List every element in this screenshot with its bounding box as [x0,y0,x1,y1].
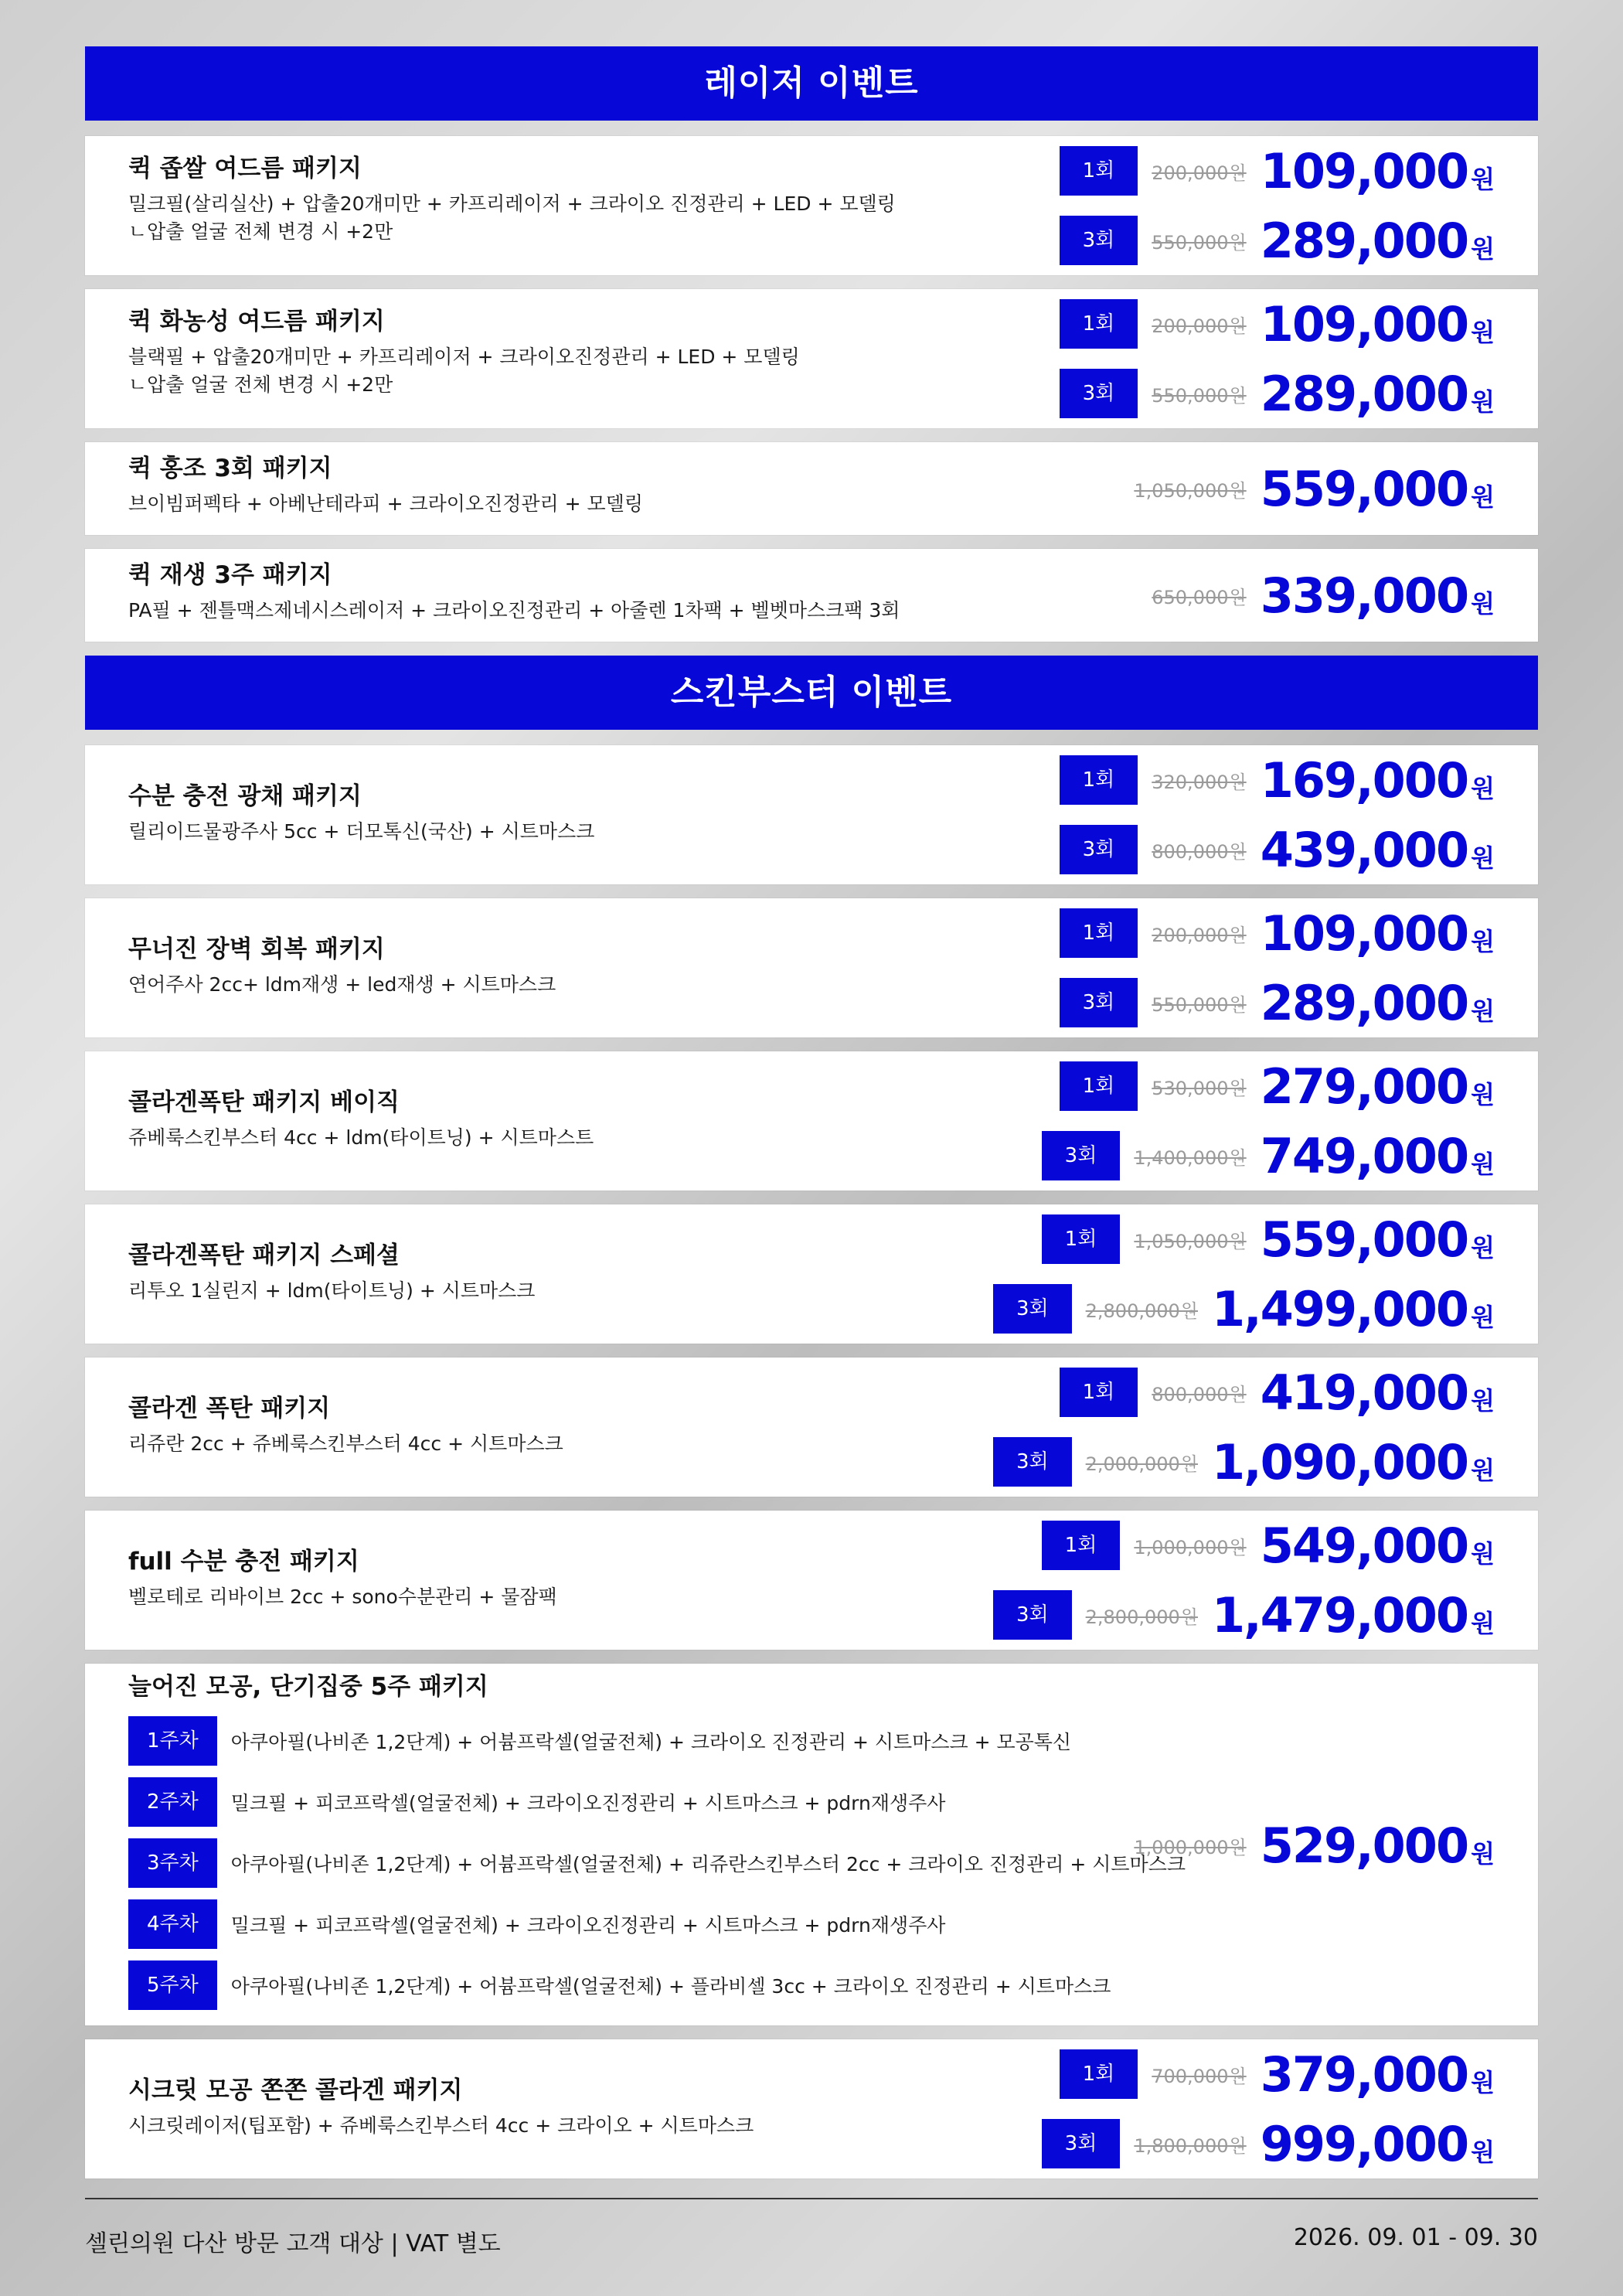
session-badge: 3회 [1060,216,1138,265]
sale-price: 439,000 [1260,821,1468,878]
package-note: ㄴ압출 얼굴 전체 변경 시 +2만 [128,220,393,243]
original-price: 1,050,000원 [1134,1230,1247,1252]
weekly-package-card [85,1664,1538,2025]
sale-price: 1,090,000 [1211,1433,1468,1490]
package-card [85,745,1538,884]
price-row [993,1435,1495,1489]
original-price: 550,000원 [1152,993,1247,1016]
currency-unit: 원 [1471,1302,1495,1332]
session-badge: 3회 [993,1284,1072,1334]
original-price: 550,000원 [1152,231,1247,254]
currency-unit: 원 [1471,482,1495,512]
event-period: 2026. 09. 01 - 09. 30 [1293,2224,1538,2251]
week-badge: 5주차 [128,1960,217,2010]
week-row [128,1899,1105,1949]
package-note: ㄴ압출 얼굴 전체 변경 시 +2만 [128,373,393,396]
package-card [85,2039,1538,2178]
session-badge: 3회 [1042,2119,1121,2168]
package-card [85,442,1538,535]
original-price: 650,000원 [1152,586,1247,608]
package-desc: 블랙필 + 압출20개미만 + 카프리레이저 + 크라이오진정관리 + LED + 모델링 [128,346,800,368]
price-row [1134,1818,1495,1872]
week-row [128,1777,1105,1827]
package-card [85,549,1538,642]
session-badge: 3회 [1042,1131,1121,1180]
price-row [1060,976,1495,1030]
price-row [1060,753,1495,807]
price-row [1060,144,1495,198]
original-price: 200,000원 [1152,924,1247,946]
week-desc: 아쿠아필(나비존 1,2단계) + 어븀프락셀(얼굴전체) + 리쥬란스킨부스터 2cc + 크라이오 진정관리 + 시트마스크 [230,1853,1186,1875]
sale-price: 559,000 [1260,460,1468,517]
sale-price: 289,000 [1260,212,1468,269]
original-price: 800,000원 [1152,1383,1247,1405]
session-badge: 1회 [1042,1521,1121,1570]
price-row [1042,1212,1495,1266]
package-desc: 연어주사 2cc+ ldm재생 + led재생 + 시트마스크 [128,973,556,996]
price-row [1152,568,1495,622]
sale-price: 109,000 [1260,295,1468,353]
session-badge: 1회 [1060,2049,1138,2099]
sale-price: 289,000 [1260,974,1468,1031]
currency-unit: 원 [1471,1538,1495,1569]
package-title: 콜라겐 폭탄 패키지 [128,1395,331,1422]
sale-price: 289,000 [1260,365,1468,422]
package-card [85,1358,1538,1497]
price-row [1060,366,1495,421]
session-badge: 3회 [993,1590,1072,1640]
original-price: 700,000원 [1152,2065,1247,2087]
price-row [993,1588,1495,1642]
currency-unit: 원 [1471,2137,1495,2167]
currency-unit: 원 [1471,1079,1495,1109]
original-price: 200,000원 [1152,162,1247,184]
sale-price: 1,479,000 [1211,1586,1468,1644]
sale-price: 379,000 [1260,2046,1468,2103]
section-header-laser: 레이저 이벤트 [85,46,1538,121]
package-title: full 수분 충전 패키지 [128,1548,359,1576]
week-desc: 아쿠아필(나비존 1,2단계) + 어븀프락셀(얼굴전체) + 크라이오 진정관리 + 시트마스크 + 모공톡신 [230,1731,1072,1753]
package-card [85,1511,1538,1650]
package-desc: 브이빔퍼펙타 + 아베난테라피 + 크라이오진정관리 + 모델링 [128,492,643,515]
package-title: 퀵 재생 3주 패키지 [128,561,332,589]
currency-unit: 원 [1471,2067,1495,2097]
currency-unit: 원 [1471,164,1495,194]
package-title: 시크릿 모공 쫀쫀 콜라겐 패키지 [128,2076,463,2104]
week-row [128,1716,1105,1766]
package-desc: 시크릿레이저(팁포함) + 쥬베룩스킨부스터 4cc + 크라이오 + 시트마스크 [128,2114,754,2137]
original-price: 1,000,000원 [1134,1536,1247,1558]
currency-unit: 원 [1471,1455,1495,1485]
price-row [1060,1059,1495,1113]
package-title: 수분 충전 광채 패키지 [128,782,362,810]
sale-price: 1,499,000 [1211,1280,1468,1337]
sale-price: 339,000 [1260,567,1468,624]
session-badge: 3회 [993,1437,1072,1487]
price-row [1060,2047,1495,2101]
price-row [1042,2117,1495,2171]
price-row [1042,1518,1495,1572]
session-badge: 1회 [1060,1061,1138,1111]
session-badge: 1회 [1060,908,1138,958]
price-row [1060,297,1495,351]
package-title: 콜라겐폭탄 패키지 스페셜 [128,1242,400,1269]
currency-unit: 원 [1471,233,1495,264]
sale-price: 999,000 [1260,2115,1468,2172]
currency-unit: 원 [1471,773,1495,803]
currency-unit: 원 [1471,1385,1495,1415]
week-badge: 4주차 [128,1899,217,1949]
original-price: 1,050,000원 [1134,479,1247,502]
currency-unit: 원 [1471,1838,1495,1868]
package-card [85,1051,1538,1191]
package-title: 무너진 장벽 회복 패키지 [128,935,385,963]
week-badge: 2주차 [128,1777,217,1827]
session-badge: 1회 [1060,299,1138,349]
price-row [1134,462,1495,516]
currency-unit: 원 [1471,1608,1495,1638]
sale-price: 419,000 [1260,1364,1468,1421]
currency-unit: 원 [1471,926,1495,956]
week-desc: 밀크필 + 피코프락셀(얼굴전체) + 크라이오진정관리 + 시트마스크 + pdrn재생주사 [230,1914,946,1937]
week-desc: 밀크필 + 피코프락셀(얼굴전체) + 크라이오진정관리 + 시트마스크 + pdrn재생주사 [230,1792,946,1814]
currency-unit: 원 [1471,996,1495,1026]
original-price: 2,800,000원 [1085,1606,1198,1628]
package-desc: 릴리이드물광주사 5cc + 더모톡신(국산) + 시트마스크 [128,820,595,843]
original-price: 550,000원 [1152,384,1247,407]
package-title: 콜라겐폭탄 패키지 베이직 [128,1088,400,1116]
week-desc: 아쿠아필(나비존 1,2단계) + 어븀프락셀(얼굴전체) + 플라비셀 3cc + 크라이오 진정관리 + 시트마스크 [230,1975,1111,1998]
sale-price: 109,000 [1260,142,1468,199]
package-desc: 쥬베룩스킨부스터 4cc + ldm(타이트닝) + 시트마스트 [128,1126,594,1149]
package-desc: 리투오 1실린지 + ldm(타이트닝) + 시트마스크 [128,1279,536,1302]
price-row [1060,213,1495,267]
session-badge: 1회 [1060,1368,1138,1417]
package-card [85,289,1538,428]
original-price: 200,000원 [1152,315,1247,337]
original-price: 2,800,000원 [1085,1300,1198,1322]
price-list [85,46,1538,2192]
week-row [128,1838,1186,1888]
package-card [85,1204,1538,1344]
week-badge: 3주차 [128,1838,217,1888]
footer [85,2198,1538,2258]
sale-price: 749,000 [1260,1127,1468,1184]
package-title: 퀵 좁쌀 여드름 패키지 [128,155,362,182]
package-card [85,898,1538,1037]
package-title: 늘어진 모공, 단기집중 5주 패키지 [128,1673,488,1701]
currency-unit: 원 [1471,387,1495,417]
package-desc: 벨로테로 리바이브 2cc + sono수분관리 + 물잠팩 [128,1586,557,1608]
package-desc: 리쥬란 2cc + 쥬베룩스킨부스터 4cc + 시트마스크 [128,1432,563,1455]
session-badge: 1회 [1060,755,1138,805]
sale-price: 549,000 [1260,1517,1468,1574]
package-desc: 밀크필(살리실산) + 압출20개미만 + 카프리레이저 + 크라이오 진정관리 + LED + 모델링 [128,192,896,215]
sale-price: 109,000 [1260,904,1468,962]
week-row [128,1960,1111,2010]
sale-price: 559,000 [1260,1211,1468,1268]
price-row [1060,1365,1495,1419]
currency-unit: 원 [1471,317,1495,347]
original-price: 1,400,000원 [1134,1146,1247,1169]
package-desc: PA필 + 젠틀맥스제네시스레이저 + 크라이오진정관리 + 아줄렌 1차팩 + 벨벳마스크팩 3회 [128,599,900,622]
price-row [993,1282,1495,1336]
session-badge: 3회 [1060,825,1138,874]
price-row [1042,1129,1495,1183]
session-badge: 3회 [1060,369,1138,418]
package-title: 퀵 화농성 여드름 패키지 [128,308,385,336]
original-price: 2,000,000원 [1085,1453,1198,1475]
session-badge: 1회 [1042,1214,1121,1264]
original-price: 320,000원 [1152,771,1247,793]
package-card [85,136,1538,275]
currency-unit: 원 [1471,588,1495,618]
week-list [128,1716,1186,2010]
footer-note: 셀린의원 다산 방문 고객 대상 | VAT 별도 [85,2230,501,2257]
package-title: 퀵 홍조 3회 패키지 [128,455,332,482]
session-badge: 3회 [1060,978,1138,1027]
original-price: 1,800,000원 [1134,2134,1247,2157]
original-price: 530,000원 [1152,1077,1247,1099]
original-price: 800,000원 [1152,840,1247,863]
price-row [1060,823,1495,877]
sale-price: 169,000 [1260,751,1468,809]
currency-unit: 원 [1471,1149,1495,1179]
sale-price: 279,000 [1260,1058,1468,1115]
currency-unit: 원 [1471,1232,1495,1262]
currency-unit: 원 [1471,843,1495,873]
week-badge: 1주차 [128,1716,217,1766]
section-header-skinbooster: 스킨부스터 이벤트 [85,656,1538,730]
price-row [1060,906,1495,960]
original-price: 1,000,000원 [1134,1836,1247,1858]
sale-price: 529,000 [1260,1817,1468,1874]
session-badge: 1회 [1060,146,1138,196]
